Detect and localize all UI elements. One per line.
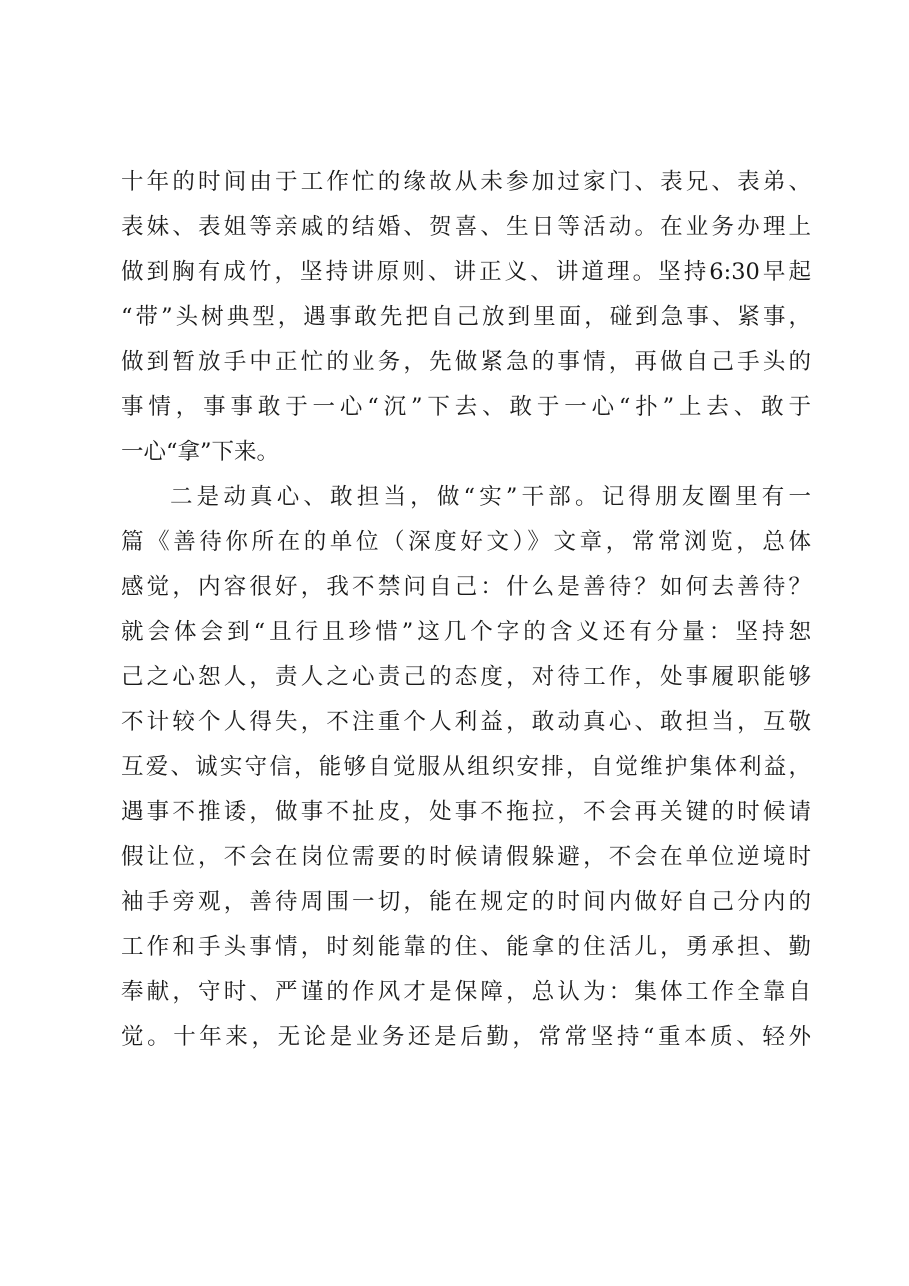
paragraph-first-line: 二是动真心、敢担当，做“实”干部。记得朋友圈里有一 (170, 484, 811, 510)
text-line: 做到胸有成竹，坚持讲原则、讲正义、讲道理。坚持6:30早起 (121, 259, 811, 285)
text-line: 互爱、诚实守信，能够自觉服从组织安排，自觉维护集体利益， (121, 754, 811, 780)
text-line: 己之心恕人，责人之心责己的态度，对待工作，处事履职能够 (121, 664, 811, 690)
text-line: 十年的时间由于工作忙的缘故从未参加过家门、表兄、表弟、 (121, 169, 811, 195)
text-line: 遇事不推诿，做事不扯皮，处事不拖拉，不会再关键的时候请 (121, 799, 811, 825)
text-line: 事情，事事敢于一心“沉”下去、敢于一心“扑”上去、敢于 (121, 394, 811, 420)
text-line: 假让位，不会在岗位需要的时候请假躲避，不会在单位逆境时 (121, 844, 811, 870)
text-line: 袖手旁观，善待周围一切，能在规定的时间内做好自己分内的 (121, 889, 811, 915)
text-line: 就会体会到“且行且珍惜”这几个字的含义还有分量：坚持恕 (121, 619, 811, 645)
text-line: 感觉，内容很好，我不禁问自己：什么是善待？如何去善待？ (121, 574, 811, 600)
text-line: 做到暂放手中正忙的业务，先做紧急的事情，再做自己手头的 (121, 349, 811, 375)
text-line: 觉。十年来，无论是业务还是后勤，常常坚持“重本质、轻外 (121, 1024, 811, 1050)
text-line: 表妹、表姐等亲戚的结婚、贺喜、生日等活动。在业务办理上 (121, 214, 811, 240)
text-line: 一心“拿”下来。 (121, 439, 280, 465)
text-line: 工作和手头事情，时刻能靠的住、能拿的住活儿，勇承担、勤 (121, 934, 811, 960)
text-line: 奉献，守时、严谨的作风才是保障，总认为：集体工作全靠自 (121, 979, 811, 1005)
text-line: 不计较个人得失，不注重个人利益，敢动真心、敢担当，互敬 (121, 709, 811, 735)
text-line: 篇《善待你所在的单位（深度好文）》文章，常常浏览，总体 (121, 529, 811, 555)
text-line: “带”头树典型，遇事敢先把自己放到里面，碰到急事、紧事， (121, 304, 811, 330)
